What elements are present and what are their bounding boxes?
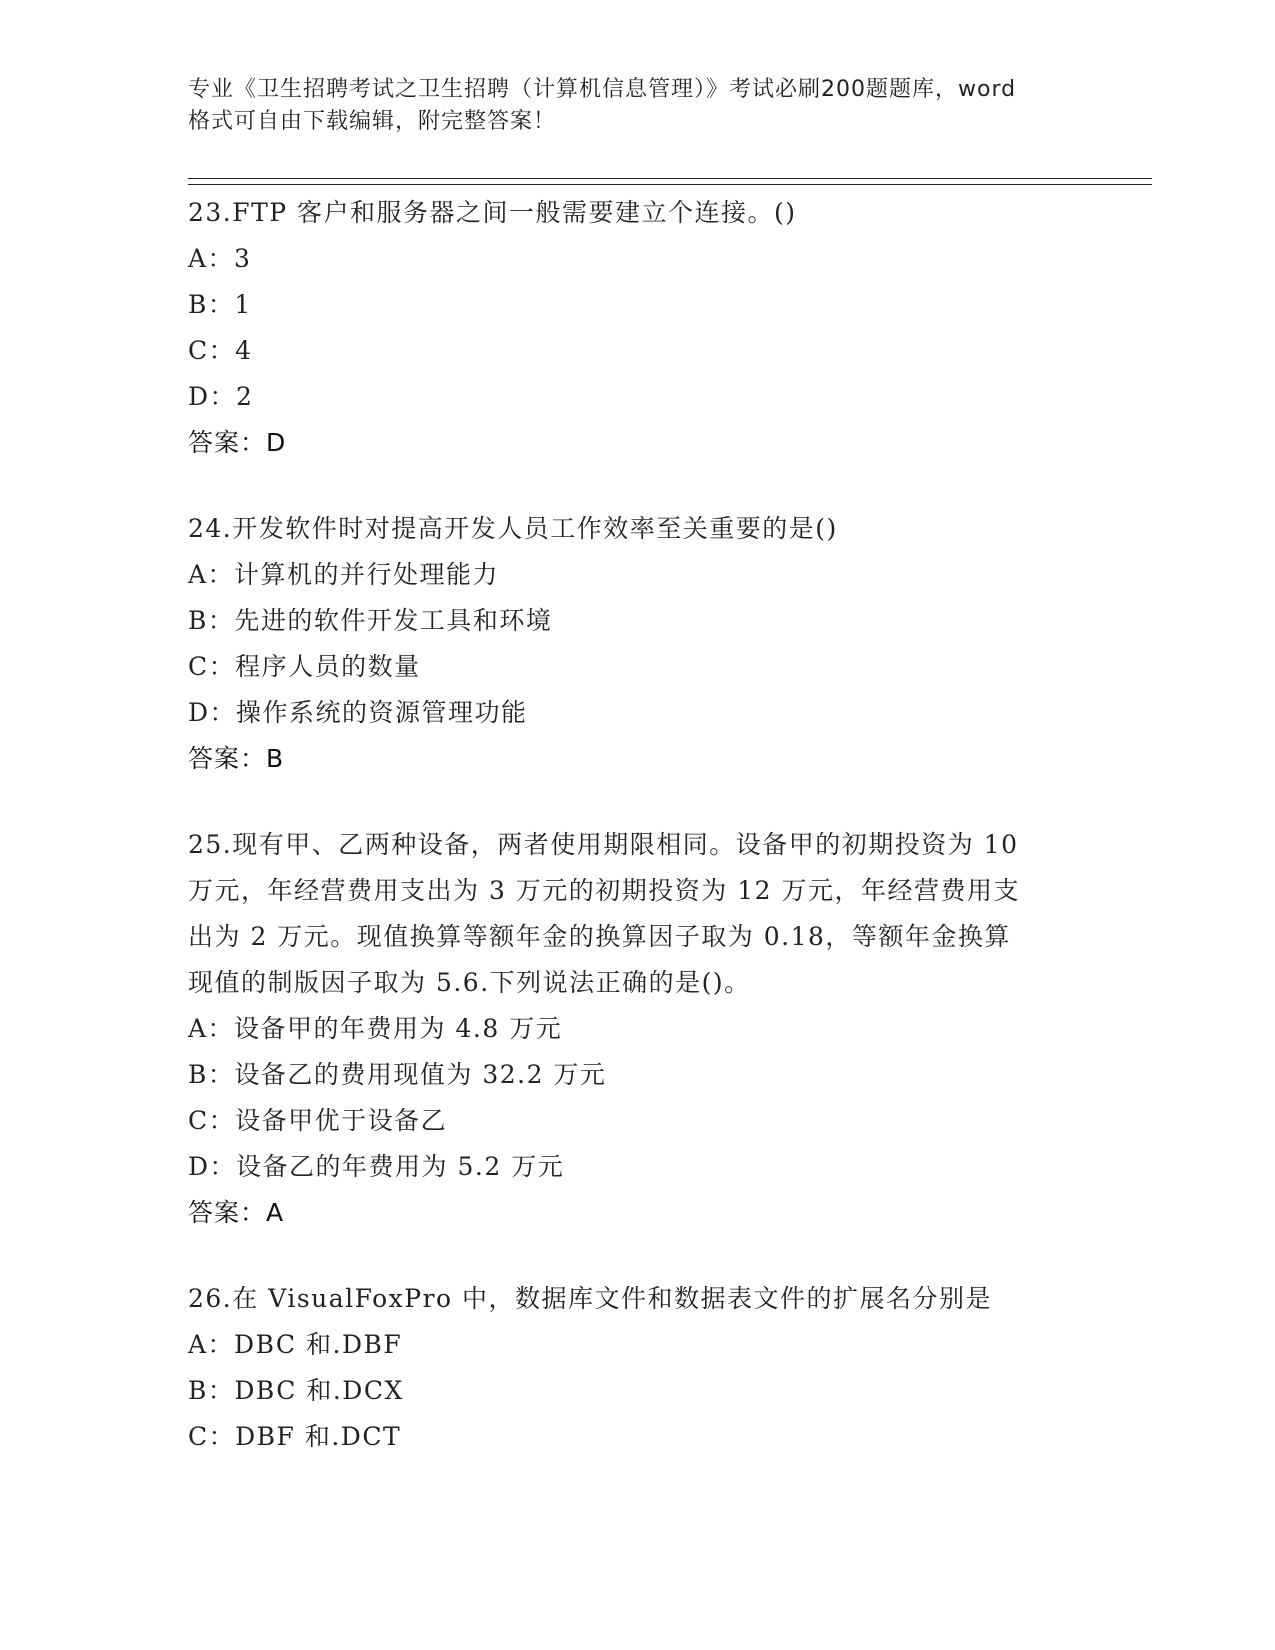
header-divider-bottom — [188, 184, 1152, 185]
question-text: 26.在 VisualFoxPro 中，数据库文件和数据表文件的扩展名分别是 — [188, 1284, 993, 1313]
option-b: B：1 — [188, 290, 252, 319]
option-c: C：程序人员的数量 — [188, 652, 421, 681]
option-d: D：设备乙的年费用为 5.2 万元 — [188, 1152, 565, 1181]
question-26 — [188, 1276, 1088, 1460]
question-24 — [188, 506, 1088, 782]
question-25 — [188, 822, 1088, 1236]
option-a: A：设备甲的年费用为 4.8 万元 — [188, 1014, 563, 1043]
document-header — [188, 74, 1088, 138]
option-c: C：4 — [188, 336, 253, 365]
answer: 答案：D — [188, 428, 287, 457]
question-23 — [188, 190, 1088, 466]
option-a: A：3 — [188, 244, 252, 273]
header-divider-top — [188, 178, 1152, 179]
option-a: A：DBC 和.DBF — [188, 1330, 403, 1359]
question-text-line-4: 现值的制版因子取为 5.6.下列说法正确的是()。 — [188, 968, 751, 997]
questions-list — [188, 190, 1088, 1500]
question-text: 24.开发软件时对提高开发人员工作效率至关重要的是() — [188, 514, 838, 543]
header-line-1: 专业《卫生招聘考试之卫生招聘（计算机信息管理）》考试必刷200题题库，word — [188, 77, 1017, 102]
header-line-2: 格式可自由下载编辑，附完整答案！ — [188, 109, 557, 134]
answer: 答案：A — [188, 1198, 285, 1227]
option-c: C：DBF 和.DCT — [188, 1422, 402, 1451]
answer: 答案：B — [188, 744, 285, 773]
question-text-line-1: 25.现有甲、乙两种设备，两者使用期限相同。设备甲的初期投资为 10 — [188, 830, 1019, 859]
option-a: A：计算机的并行处理能力 — [188, 560, 500, 589]
option-d: D：2 — [188, 382, 254, 411]
option-b: B：设备乙的费用现值为 32.2 万元 — [188, 1060, 607, 1089]
question-text: 23.FTP 客户和服务器之间一般需要建立个连接。() — [188, 198, 797, 227]
option-c: C：设备甲优于设备乙 — [188, 1106, 448, 1135]
question-text-line-3: 出为 2 万元。现值换算等额年金的换算因子取为 0.18，等额年金换算 — [188, 922, 1011, 951]
question-text-line-2: 万元，年经营费用支出为 3 万元的初期投资为 12 万元，年经营费用支 — [188, 876, 1021, 905]
option-b: B：先进的软件开发工具和环境 — [188, 606, 553, 635]
option-b: B：DBC 和.DCX — [188, 1376, 404, 1405]
option-d: D：操作系统的资源管理功能 — [188, 698, 528, 727]
